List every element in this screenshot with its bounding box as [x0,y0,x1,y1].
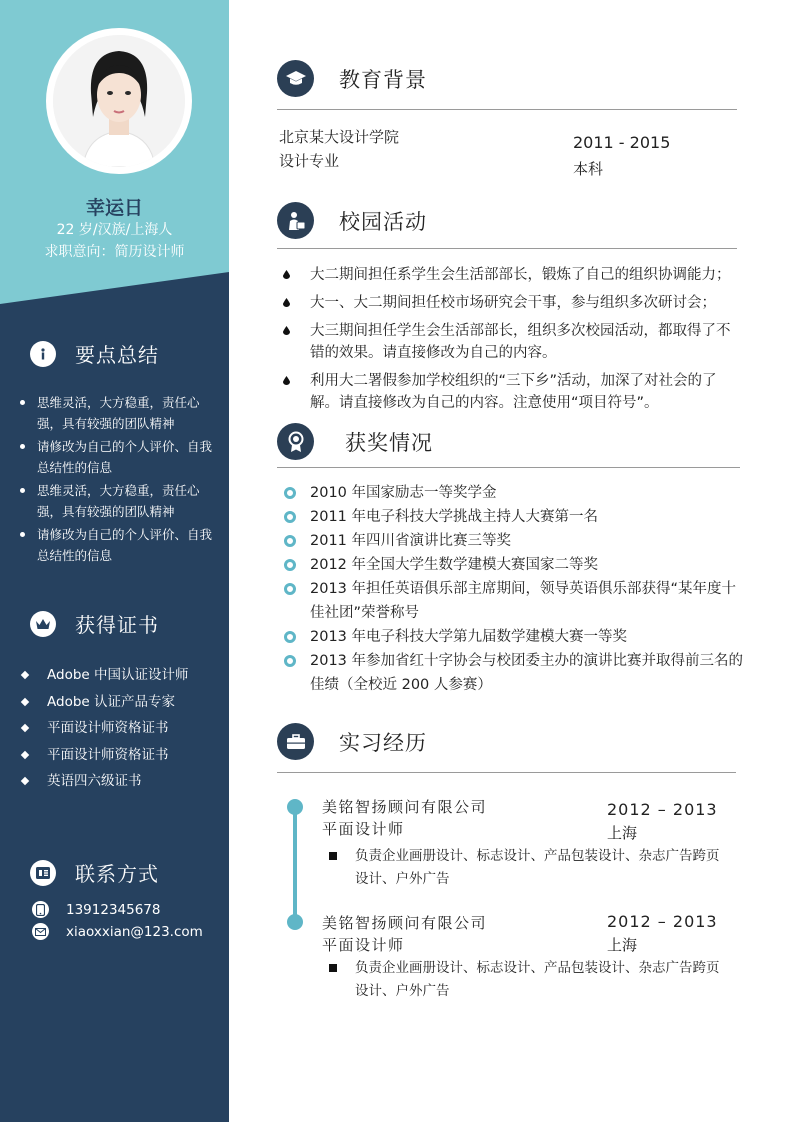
activities-list [283,264,743,420]
education-title: 教育背景 [339,67,427,92]
award-item: 2013 年担任英语俱乐部主席期间，领导英语俱乐部获得“某年度十佳社团”荣誉称号 [284,577,744,625]
certificates-list [20,662,189,795]
contact-card-icon [30,860,56,886]
activities-heading [277,202,427,239]
job-role: 平面设计师 [322,820,405,838]
job-company: 美铭智扬顾问有限公司 [322,798,488,816]
timeline-dot [287,799,303,815]
certificate-item: Adobe 中国认证设计师 [20,662,189,689]
certificate-item: 英语四六级证书 [20,768,189,795]
phone-icon [32,901,49,918]
award-item: 2012 年全国大学生数学建模大赛国家二等奖 [284,553,744,577]
job-period: 2012 – 2013 [607,800,718,819]
job-city: 上海 [607,936,638,954]
summary-heading [30,339,159,368]
activity-item: 大二期间担任系学生会生活部部长，锻炼了自己的组织协调能力； [283,264,743,286]
awards-list [284,481,744,697]
medal-icon [277,423,314,460]
timeline-dot [287,914,303,930]
certificates-title: 获得证书 [75,613,159,637]
contact-heading [30,858,159,887]
award-item: 2013 年电子科技大学第九届数学建模大赛一等奖 [284,625,744,649]
job-role: 平面设计师 [322,936,405,954]
phone-row [32,901,160,918]
candidate-name: 幸运日 [85,197,143,219]
bullet-square [329,964,337,972]
award-item: 2011 年电子科技大学挑战主持人大赛第一名 [284,505,744,529]
internship-title: 实习经历 [339,730,427,755]
email-address[interactable]: xiaoxxian@123.com [66,923,203,940]
candidate-info: 22 岁/汉族/上海人 [56,222,173,238]
job-period: 2012 – 2013 [607,912,718,931]
section-divider [277,109,737,110]
internship-heading [277,723,427,760]
mail-icon [32,923,49,940]
contact-title: 联系方式 [75,862,159,886]
certificates-heading [30,609,159,638]
section-divider [277,248,737,249]
section-divider [277,772,736,773]
email-row [32,923,203,940]
activity-item: 大一、大二期间担任校市场研究会干事，参与组织多次研讨会； [283,292,743,314]
award-item: 2010 年国家励志一等奖学金 [284,481,744,505]
job-city: 上海 [607,824,638,842]
certificate-item: 平面设计师资格证书 [20,742,189,769]
sidebar [0,0,229,1122]
graduation-cap-icon [277,60,314,97]
briefcase-icon [277,723,314,760]
job-duty: 负责企业画册设计、标志设计、产品包装设计、杂志广告跨页设计、户外广告 [329,957,729,1003]
award-item: 2011 年四川省演讲比赛三等奖 [284,529,744,553]
summary-item: 请修改为自己的个人评价、自我总结性的信息 [20,436,215,478]
activity-item: 大三期间担任学生会生活部部长，组织多次校园活动，都取得了不错的效果。请直接修改为自己的内容。 [283,320,743,364]
certificate-item: Adobe 认证产品专家 [20,689,189,716]
job-duty: 负责企业画册设计、标志设计、产品包装设计、杂志广告跨页设计、户外广告 [329,845,729,891]
timeline-line [293,806,297,922]
person-icon [277,202,314,239]
bullet-square [329,852,337,860]
section-divider [277,467,740,468]
major: 设计专业 [279,152,340,170]
phone-number[interactable]: 13912345678 [66,901,161,918]
certificate-item: 平面设计师资格证书 [20,715,189,742]
activities-title: 校园活动 [339,209,427,234]
awards-heading [277,423,433,460]
summary-title: 要点总结 [75,343,159,367]
summary-item: 思维灵活，大方稳重，责任心强，具有较强的团队精神 [20,480,215,522]
job-objective: 求职意向：简历设计师 [44,244,185,260]
school-name: 北京某大设计学院 [279,128,400,146]
crown-icon [30,611,56,637]
education-period: 2011 - 2015 [573,133,671,152]
summary-list [20,392,215,568]
education-heading [277,60,427,97]
degree: 本科 [573,160,604,178]
award-item: 2013 年参加省红十字协会与校团委主办的演讲比赛并取得前三名的佳绩（全校近 200 人参赛） [284,649,744,697]
job-company: 美铭智扬顾问有限公司 [322,914,488,932]
awards-title: 获奖情况 [345,430,433,455]
info-icon [30,341,56,367]
activity-item: 利用大二署假参加学校组织的“三下乡”活动，加深了对社会的了解。请直接修改为自己的内容。注意使用“项目符号”。 [283,370,743,414]
summary-item: 请修改为自己的个人评价、自我总结性的信息 [20,524,215,566]
avatar [53,35,185,167]
summary-item: 思维灵活，大方稳重，责任心强，具有较强的团队精神 [20,392,215,434]
